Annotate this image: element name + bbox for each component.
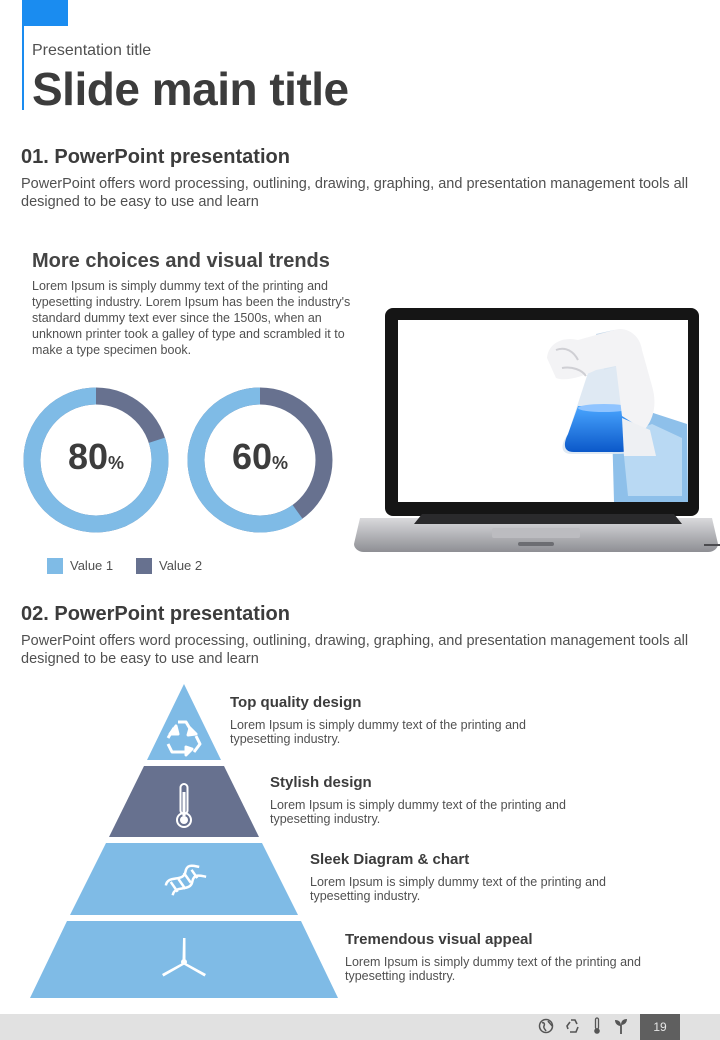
donut-1-value-text: 80 [67, 436, 109, 477]
section2-text: PowerPoint offers word processing, outlining, drawing, graphing, and presentation management tools all designed to be easy to use and learn [21, 633, 689, 667]
page-number: 19 [640, 1014, 680, 1040]
legend-swatch-value2 [136, 558, 152, 574]
donut-1-unit: % [108, 453, 125, 473]
laptop-notch [518, 542, 554, 546]
pyramid-4-text: Lorem Ipsum is simply dummy text of the printing and typesetting industry. [345, 955, 641, 983]
accent-line [22, 26, 24, 110]
donut-1-label [22, 436, 170, 478]
legend-swatch-value1 [47, 558, 63, 574]
presentation-title: Presentation title [32, 42, 152, 59]
recycle-icon [564, 1017, 582, 1035]
pyramid-1-text: Lorem Ipsum is simply dummy text of the printing and typesetting industry. [230, 718, 526, 746]
pyramid-3-text: Lorem Ipsum is simply dummy text of the printing and typesetting industry. [310, 875, 606, 903]
plant-icon [612, 1017, 630, 1035]
trends-text: Lorem Ipsum is simply dummy text of the printing and typesetting industry. Lorem Ipsum has been the industry's standard dummy text ever since the 1500s, when an unknown printer took a galley of type and scrambled it to make a type specimen book. [32, 279, 351, 357]
trends-heading: More choices and visual trends [32, 250, 330, 272]
section1-text: PowerPoint offers word processing, outlining, drawing, graphing, and presentation management tools all designed to be easy to use and learn [21, 176, 689, 210]
legend-label-value1: Value 1 [70, 558, 114, 573]
pyramid-4-title: Tremendous visual appeal [345, 931, 533, 948]
pyramid-tier-3 [70, 843, 298, 915]
section2-heading: 02. PowerPoint presentation [21, 603, 290, 625]
slide-title: Slide main title [32, 63, 349, 115]
donut-2-unit: % [272, 453, 289, 473]
pyramid-2-text: Lorem Ipsum is simply dummy text of the printing and typesetting industry. [270, 798, 566, 826]
donut-2-label [186, 436, 334, 478]
accent-block [22, 0, 68, 26]
laptop-trackpad [492, 528, 580, 538]
donut-2-value-text: 60 [231, 436, 273, 477]
globe-icon [537, 1017, 555, 1035]
section1-heading: 01. PowerPoint presentation [21, 146, 290, 168]
thermometer-icon [588, 1017, 606, 1035]
pyramid-1-title: Top quality design [230, 694, 362, 711]
pyramid-2-title: Stylish design [270, 774, 372, 791]
pyramid-3-title: Sleek Diagram & chart [310, 851, 470, 868]
laptop-keyboard [414, 514, 682, 524]
legend-label-value2: Value 2 [159, 558, 203, 573]
laptop-illustration [352, 306, 720, 560]
